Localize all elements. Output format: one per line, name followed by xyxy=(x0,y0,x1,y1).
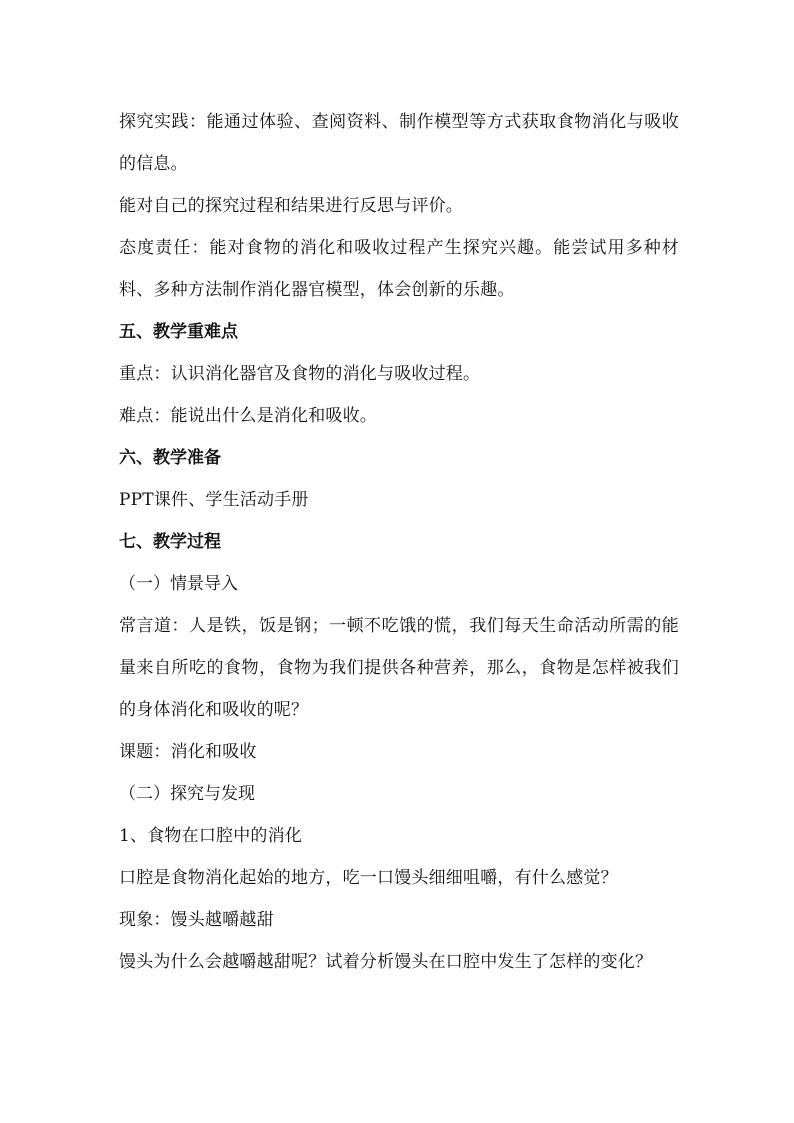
preparation-paragraph: PPT课件、学生活动手册 xyxy=(119,490,309,510)
intro-paragraph: 常言道：人是铁，饭是钢；一顿不吃饿的慌，我们每天生命活动所需的能量来自所吃的食物，食物为我们提供各种营养，那么，食物是怎样被我们的身体消化和吸收的呢？ xyxy=(119,616,679,720)
mouth-question-paragraph: 口腔是食物消化起始的地方，吃一口馒头细细咀嚼，有什么感觉？ xyxy=(119,868,618,888)
item-1-paragraph: 1、食物在口腔中的消化 xyxy=(119,826,303,846)
difficulty-paragraph: 难点：能说出什么是消化和吸收。 xyxy=(119,406,377,426)
section-5-heading: 五、教学重难点 xyxy=(119,322,238,342)
topic-paragraph: 课题：消化和吸收 xyxy=(119,742,257,762)
document-body xyxy=(119,101,679,983)
section-7-heading: 七、教学过程 xyxy=(119,532,221,552)
subsection-2-heading: （二）探究与发现 xyxy=(119,784,255,804)
subsection-1-heading: （一）情景导入 xyxy=(119,574,238,594)
analysis-paragraph: 馒头为什么会越嚼越甜呢？试着分析馒头在口腔中发生了怎样的变化？ xyxy=(119,952,653,972)
phenomenon-paragraph: 现象：馒头越嚼越甜 xyxy=(119,910,274,930)
attitude-paragraph: 态度责任：能对食物的消化和吸收过程产生探究兴趣。能尝试用多种材料、多种方法制作消化器官模型，体会创新的乐趣。 xyxy=(119,238,679,300)
key-point-paragraph: 重点：认识消化器官及食物的消化与吸收过程。 xyxy=(119,364,481,384)
section-6-heading: 六、教学准备 xyxy=(119,448,221,468)
reflection-paragraph: 能对自己的探究过程和结果进行反思与评价。 xyxy=(119,196,463,216)
practice-paragraph: 探究实践：能通过体验、查阅资料、制作模型等方式获取食物消化与吸收的信息。 xyxy=(119,112,679,174)
